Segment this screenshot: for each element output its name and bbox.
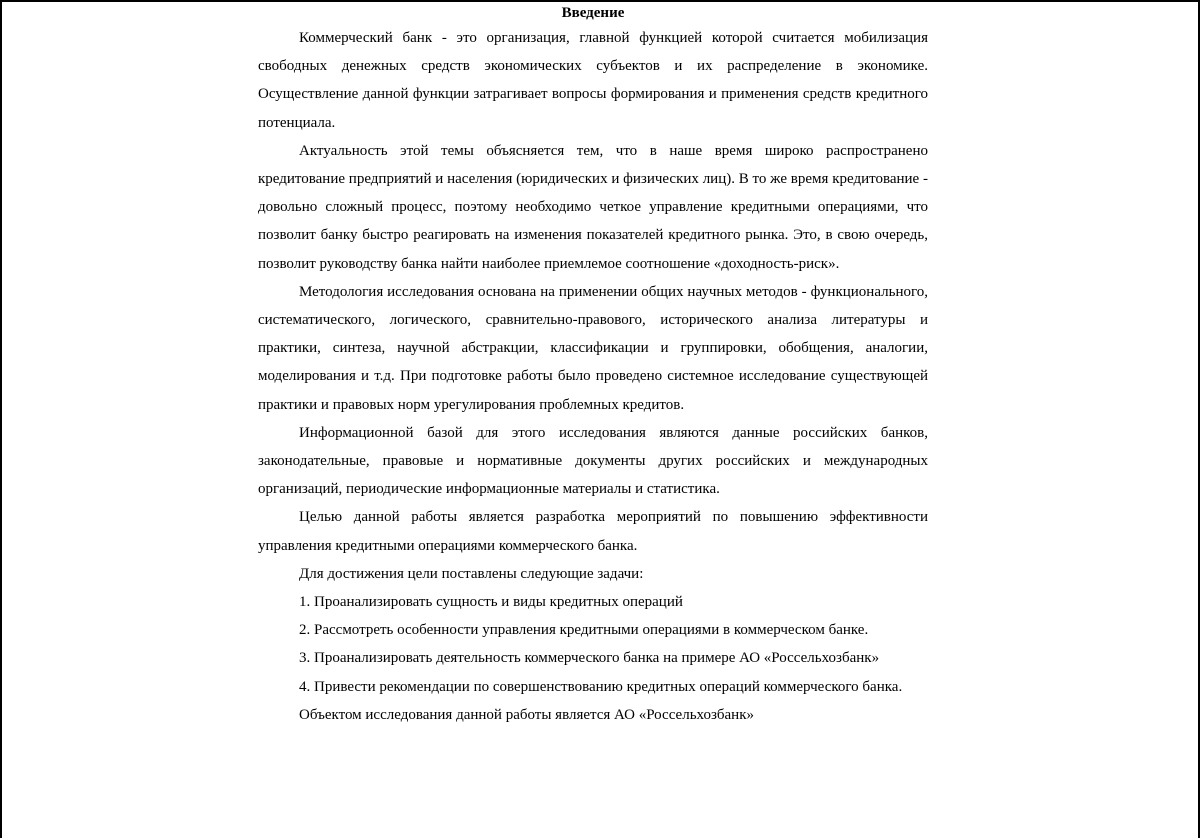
document-title: Введение <box>561 5 625 21</box>
paragraph-methodology: Методология исследования основана на применении общих научных методов - функционального, систематического, логического, сравнительно-правового, исторического анализа литературы и практики, синтеза, научной абстракции, классификации и группировки, обобщения, аналогии, моделирования и т.д. При подготовке работы было проведено системное исследование существующей практики и правовых норм урегулирования проблемных кредитов. <box>258 283 928 413</box>
paragraph-object: Объектом исследования данной работы является АО «Россельхозбанк» <box>299 706 754 723</box>
task-item-2: 2. Рассмотреть особенности управления кредитными операциями в коммерческом банке. <box>299 622 869 639</box>
paragraph-relevance: Актуальность этой темы объясняется тем, что в наше время широко распространено кредитование предприятий и населения (юридических и физических лиц). В то же время кредитование - довольно сложный процесс, поэтому необходимо четкое управление кредитными операциями, что позволит банку быстро реагировать на изменения показателей кредитного рынка. Это, в свою очередь, позволит руководству банка найти наиболее приемлемое соотношение «доходность-риск». <box>258 142 928 272</box>
paragraph-information-base: Информационной базой для этого исследования являются данные российских банков, законодательные, правовые и нормативные документы других российских и международных организаций, периодические информационные материалы и статистика. <box>258 424 928 498</box>
paragraph-tasks-intro: Для достижения цели поставлены следующие задачи: <box>299 565 644 582</box>
paragraph-goal: Целью данной работы является разработка мероприятий по повышению эффективности управления кредитными операциями коммерческого банка. <box>258 509 928 554</box>
paragraph-intro: Коммерческий банк - это организация, главной функцией которой считается мобилизация свободных денежных средств экономических субъектов и их распределение в экономике. Осуществление данной функции затрагивает вопросы формирования и применения средств кредитного потенциала. <box>258 30 928 131</box>
task-item-3: 3. Проанализировать деятельность коммерческого банка на примере АО «Россельхозбанк» <box>299 650 880 667</box>
task-item-1: 1. Проанализировать сущность и виды кредитных операций <box>299 594 683 611</box>
document-page <box>258 2 928 729</box>
task-item-4: 4. Привести рекомендации по совершенствованию кредитных операций коммерческого банка. <box>299 678 903 695</box>
